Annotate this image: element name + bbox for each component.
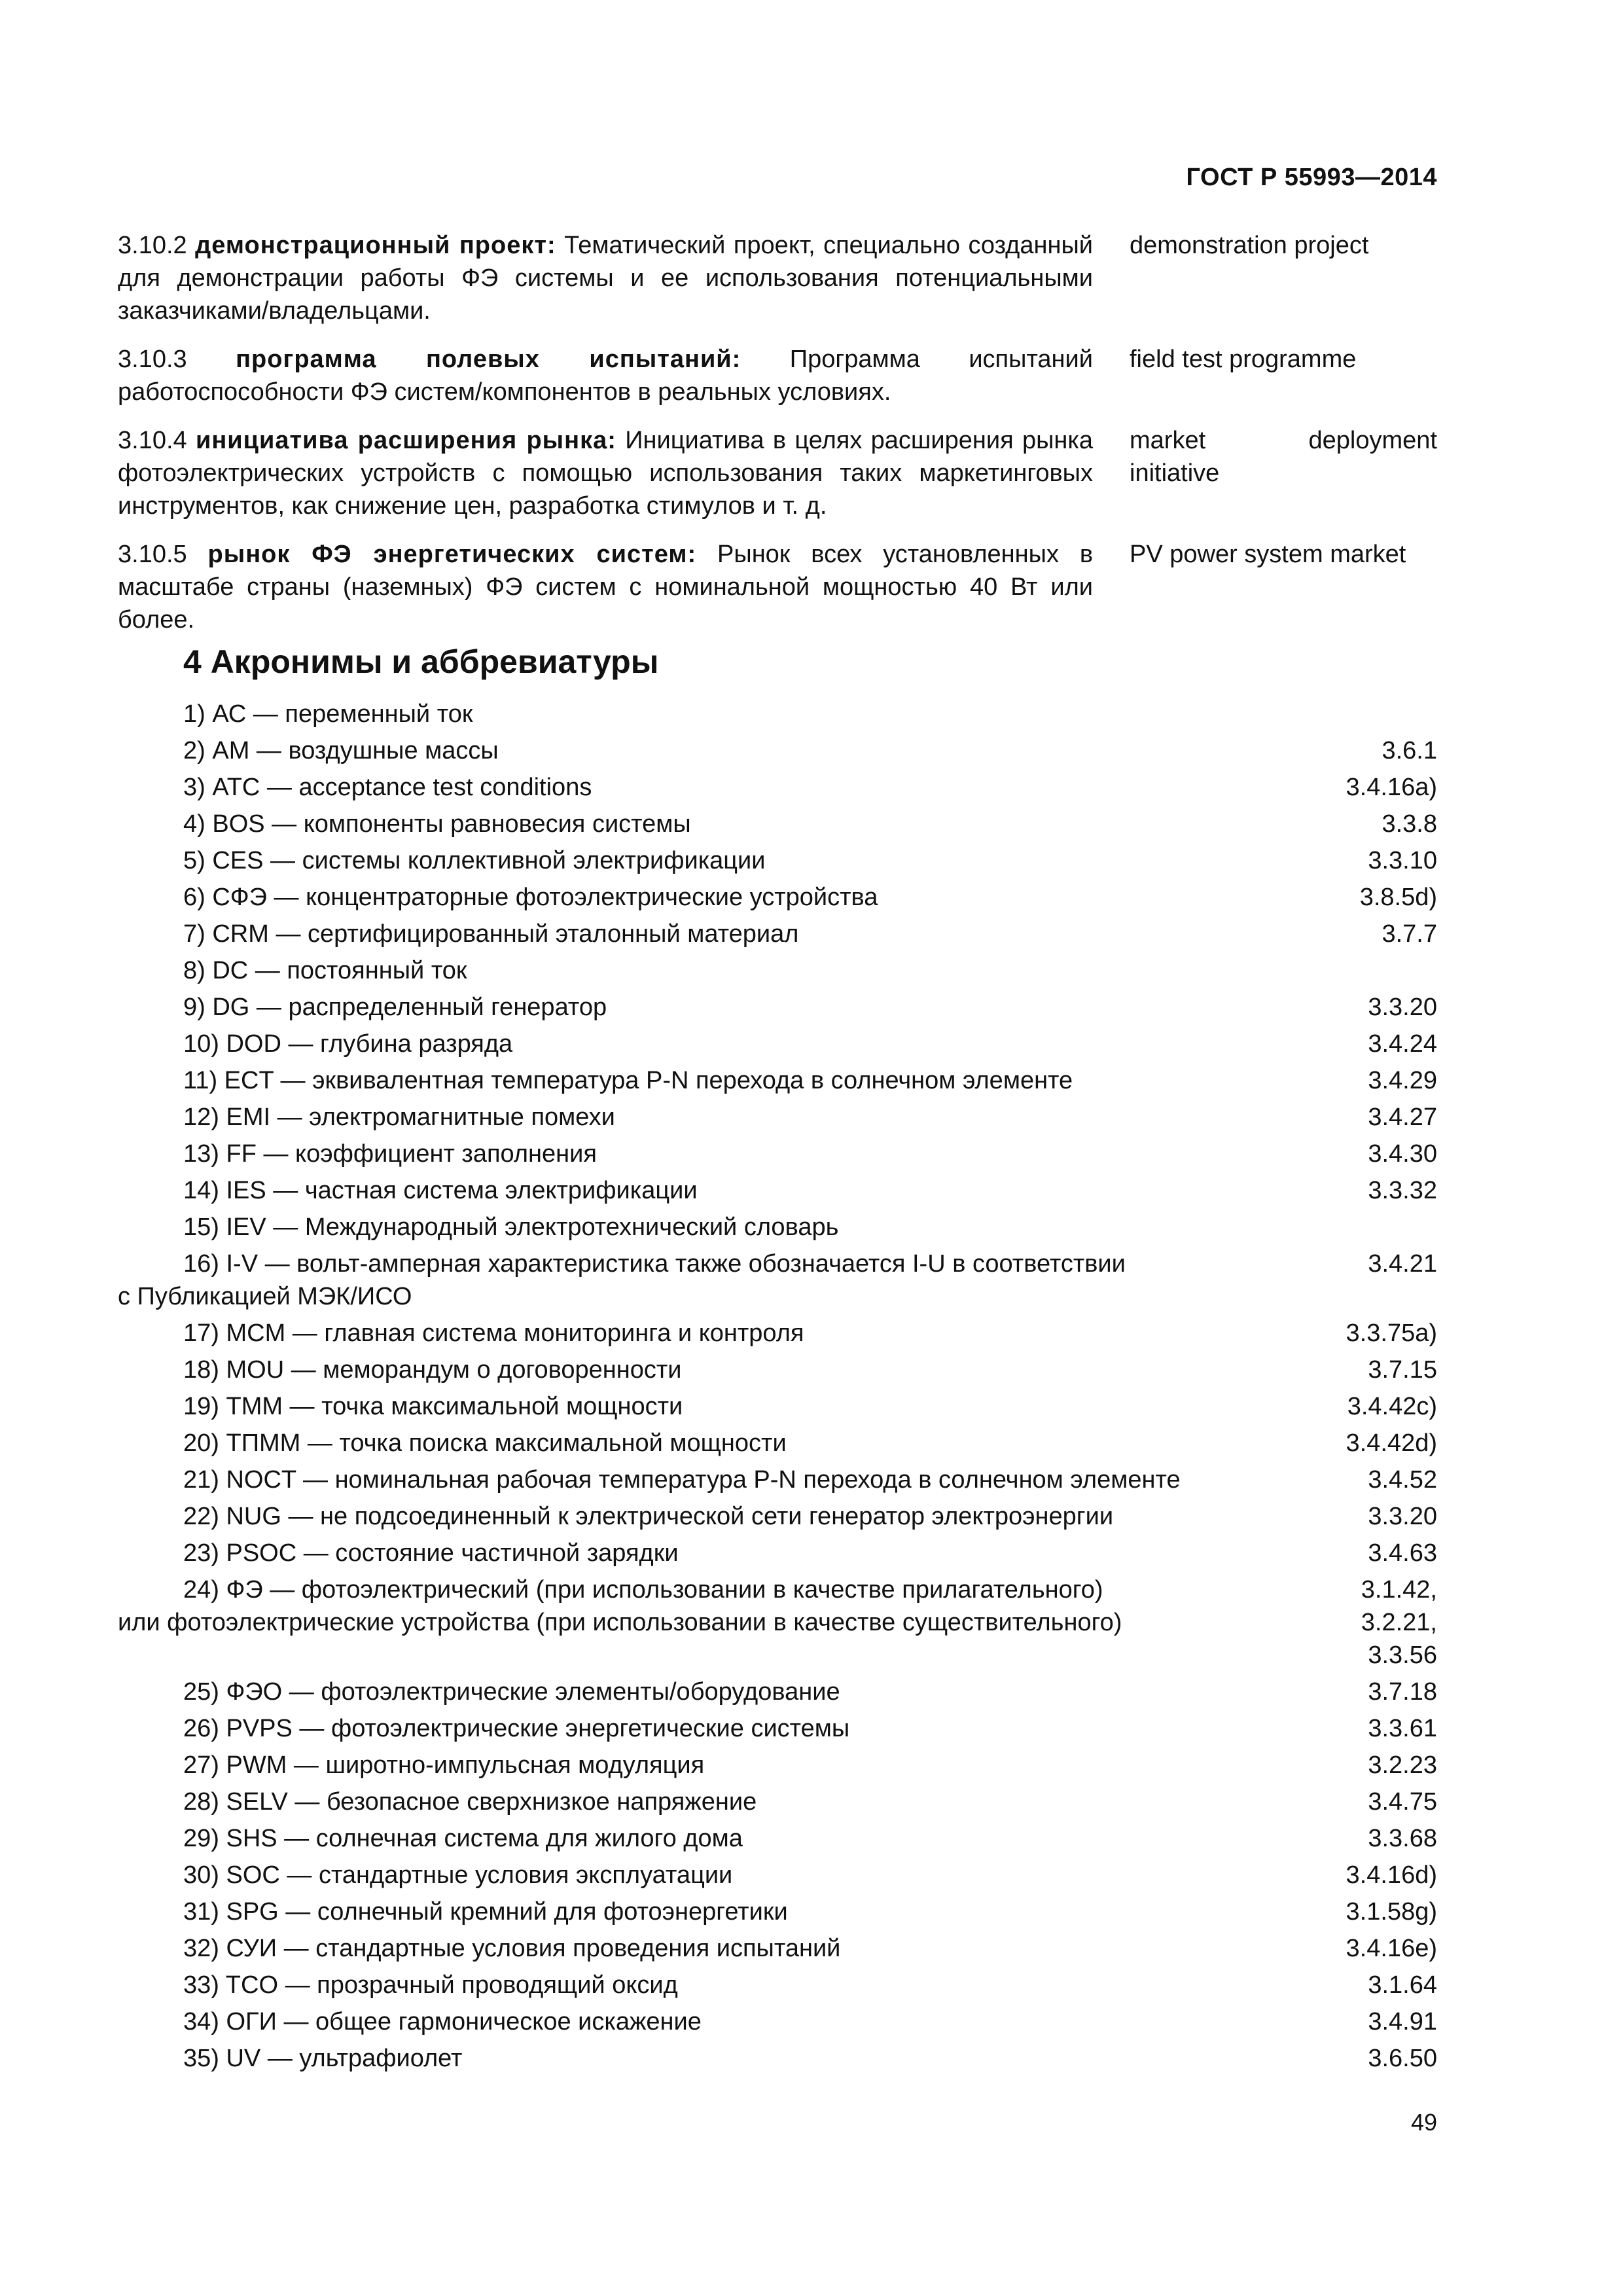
acronym-row — [118, 1676, 1437, 1708]
acronym-entry: 13) FF — коэффициент заполнения — [183, 1140, 597, 1168]
definition-row — [118, 424, 1437, 522]
acronym-row — [118, 1712, 1437, 1745]
acronym-row — [118, 1463, 1437, 1496]
acronym-row — [118, 1247, 1437, 1313]
definition-term: инициатива расширения рынка: — [195, 427, 616, 454]
acronym-list — [118, 698, 1437, 2079]
definition-row — [118, 343, 1437, 408]
acronym-entry: 30) SOC — стандартные условия эксплуатации — [183, 1861, 733, 1889]
acronym-row — [118, 1101, 1437, 1134]
acronym-entry: 31) SPG — солнечный кремний для фотоэнергетики — [183, 1898, 788, 1926]
acronym-entry: 26) PVPS — фотоэлектрические энергетические системы — [183, 1715, 850, 1742]
acronym-row — [118, 698, 1437, 730]
acronym-reference: 3.3.20 — [1368, 1503, 1437, 1530]
acronym-row — [118, 1895, 1437, 1928]
acronym-entry: 15) IEV — Международный электротехнический словарь — [183, 1213, 839, 1241]
acronym-reference: 3.8.5d) — [1359, 884, 1437, 911]
definition-row — [118, 229, 1437, 327]
acronym-row — [118, 1317, 1437, 1350]
acronym-entry: 34) ОГИ — общее гармоническое искажение — [183, 2008, 702, 2036]
acronym-reference: 3.1.64 — [1368, 1971, 1437, 1999]
acronym-entry: 21) NOCT — номинальная рабочая температура P-N перехода в солнечном элементе — [183, 1466, 1181, 1494]
acronym-row — [118, 2005, 1437, 2038]
acronym-row — [118, 1859, 1437, 1892]
acronym-reference: 3.3.20 — [1368, 994, 1437, 1021]
acronym-entry: 18) MOU — меморандум о договоренности — [183, 1356, 682, 1384]
acronym-reference: 3.1.42, 3.2.21, 3.3.56 — [1361, 1576, 1437, 1669]
acronym-row — [118, 1064, 1437, 1097]
definition-text — [118, 229, 1093, 327]
definition-number: 3.10.5 — [118, 541, 187, 568]
definition-number: 3.10.2 — [118, 232, 187, 259]
acronym-row — [118, 1749, 1437, 1782]
acronym-entry: 2) АМ — воздушные массы — [183, 737, 499, 764]
definition-text — [118, 424, 1093, 522]
acronym-row — [118, 881, 1437, 914]
acronym-entry: 4) BOS — компоненты равновесия системы — [183, 810, 691, 838]
acronym-entry: 29) SHS — солнечная система для жилого дома — [183, 1825, 743, 1852]
acronym-row — [118, 954, 1437, 987]
acronym-row — [118, 2042, 1437, 2075]
acronym-reference: 3.4.16d) — [1346, 1861, 1437, 1889]
document-id: ГОСТ Р 55993—2014 — [1186, 164, 1437, 191]
acronym-row — [118, 1174, 1437, 1207]
definition-english: demonstration project — [1130, 232, 1369, 259]
acronym-reference: 3.4.52 — [1368, 1466, 1437, 1494]
acronym-text-continued: или фотоэлектрические устройства (при использовании в качестве существительного) — [118, 1609, 1122, 1636]
definitions-block — [118, 229, 1437, 652]
definition-english: market deployment initiative — [1130, 427, 1437, 487]
acronym-entry: 28) SELV — безопасное сверхнизкое напряжение — [183, 1788, 757, 1816]
definition-text — [118, 538, 1093, 636]
definition-body: Тематический проект, специально созданный для демонстрации работы ФЭ системы и ее использования потенциальными заказчиками/владельцами. — [118, 232, 1093, 325]
acronym-reference: 3.4.29 — [1368, 1067, 1437, 1094]
acronym-entry: 6) СФЭ — концентраторные фотоэлектрические устройства — [183, 884, 878, 911]
definition-number: 3.10.3 — [118, 346, 187, 373]
acronym-row — [118, 734, 1437, 767]
acronym-row — [118, 1932, 1437, 1965]
acronym-reference: 3.4.21 — [1368, 1250, 1437, 1278]
acronym-reference: 3.4.30 — [1368, 1140, 1437, 1168]
acronym-reference: 3.3.8 — [1382, 810, 1437, 838]
acronym-row — [118, 1211, 1437, 1244]
acronym-reference: 3.6.50 — [1368, 2045, 1437, 2072]
acronym-entry: 17) MCM — главная система мониторинга и контроля — [183, 1319, 804, 1347]
acronym-row — [118, 1573, 1437, 1672]
acronym-row — [118, 1969, 1437, 2001]
section-heading: 4 Акронимы и аббревиатуры — [183, 643, 659, 680]
definition-row — [118, 538, 1437, 636]
acronym-reference: 3.4.16а) — [1346, 774, 1437, 801]
acronym-reference: 3.1.58g) — [1346, 1898, 1437, 1926]
acronym-row — [118, 808, 1437, 840]
acronym-reference: 3.4.27 — [1368, 1103, 1437, 1131]
acronym-reference: 3.3.75а) — [1346, 1319, 1437, 1347]
definition-english: PV power system market — [1130, 541, 1406, 568]
acronym-row — [118, 1537, 1437, 1570]
acronym-reference: 3.2.23 — [1368, 1751, 1437, 1779]
acronym-text: 24) ФЭ — фотоэлектрический (при использовании в качестве прилагательного) — [183, 1576, 1103, 1604]
acronym-row — [118, 1500, 1437, 1533]
acronym-entry: 25) ФЭО — фотоэлектрические элементы/оборудование — [183, 1678, 840, 1706]
acronym-row — [118, 844, 1437, 877]
acronym-reference: 3.3.61 — [1368, 1715, 1437, 1742]
definition-text — [118, 343, 1093, 408]
acronym-reference: 3.4.75 — [1368, 1788, 1437, 1816]
acronym-entry: 22) NUG — не подсоединенный к электрической сети генератор электроэнергии — [183, 1503, 1114, 1530]
acronym-entry: 1) АС — переменный ток — [183, 700, 473, 728]
acronym-row — [118, 1354, 1437, 1386]
definition-body: Программа испытаний работоспособности ФЭ систем/компонентов в реальных условиях. — [118, 346, 1093, 406]
acronym-reference: 3.4.63 — [1368, 1539, 1437, 1567]
acronym-reference: 3.3.32 — [1368, 1177, 1437, 1204]
acronym-reference: 3.4.42с) — [1347, 1393, 1437, 1420]
acronym-text-continued: с Публикацией МЭК/ИСО — [118, 1283, 412, 1310]
acronym-reference: 3.4.16е) — [1346, 1935, 1437, 1962]
acronym-row — [118, 1138, 1437, 1170]
acronym-reference: 3.6.1 — [1382, 737, 1437, 764]
acronym-entry: 23) PSOC — состояние частичной зарядки — [183, 1539, 679, 1567]
acronym-row — [118, 991, 1437, 1024]
definition-number: 3.10.4 — [118, 427, 187, 454]
acronym-text: 16) I-V — вольт-амперная характеристика также обозначается I-U в соответствии — [183, 1250, 1126, 1278]
acronym-entry: 20) ТПММ — точка поиска максимальной мощности — [183, 1429, 787, 1457]
acronym-entry: 10) DOD — глубина разряда — [183, 1030, 513, 1058]
acronym-reference: 3.3.68 — [1368, 1825, 1437, 1852]
acronym-entry: 12) EMI — электромагнитные помехи — [183, 1103, 615, 1131]
acronym-row — [118, 1427, 1437, 1460]
acronym-entry: 9) DG — распределенный генератор — [183, 994, 607, 1021]
acronym-entry: 11) ECT — эквивалентная температура P-N перехода в солнечном элементе — [183, 1067, 1073, 1094]
acronym-row — [118, 771, 1437, 804]
acronym-entry — [118, 1573, 1313, 1639]
acronym-reference: 3.4.91 — [1368, 2008, 1437, 2036]
definition-english: field test programme — [1130, 346, 1357, 373]
acronym-entry: 32) СУИ — стандартные условия проведения испытаний — [183, 1935, 841, 1962]
acronym-entry: 5) CES — системы коллективной электрификации — [183, 847, 766, 874]
acronym-reference: 3.4.42d) — [1346, 1429, 1437, 1457]
acronym-entry: 33) TCO — прозрачный проводящий оксид — [183, 1971, 678, 1999]
acronym-row — [118, 1822, 1437, 1855]
acronym-entry — [118, 1247, 1313, 1313]
acronym-entry: 7) CRM — сертифицированный эталонный материал — [183, 920, 799, 948]
acronym-entry: 8) DC — постоянный ток — [183, 957, 467, 984]
acronym-reference: 3.3.10 — [1368, 847, 1437, 874]
definition-body: Инициатива в целях расширения рынка фотоэлектрических устройств с помощью использования таких маркетинговых инструментов, как снижение цен, разработка стимулов и т. д. — [118, 427, 1094, 520]
definition-term: рынок ФЭ энергетических систем: — [207, 541, 697, 568]
acronym-reference: 3.7.18 — [1368, 1678, 1437, 1706]
acronym-entry: 14) IES — частная система электрификации — [183, 1177, 698, 1204]
acronym-reference: 3.7.15 — [1368, 1356, 1437, 1384]
acronym-row — [118, 918, 1437, 950]
acronym-reference: 3.7.7 — [1382, 920, 1437, 948]
acronym-row — [118, 1028, 1437, 1060]
acronym-row — [118, 1785, 1437, 1818]
definition-term: программа полевых испытаний: — [236, 346, 741, 373]
acronym-entry: 35) UV — ультрафиолет — [183, 2045, 463, 2072]
acronym-entry: 3) АТС — acceptance test conditions — [183, 774, 592, 801]
page-number: 49 — [1410, 2109, 1437, 2136]
definition-body: Рынок всех установленных в масштабе страны (наземных) ФЭ систем с номинальной мощностью 40 Вт или более. — [118, 541, 1093, 634]
acronym-reference: 3.4.24 — [1368, 1030, 1437, 1058]
acronym-entry: 27) PWM — широтно-импульсная модуляция — [183, 1751, 705, 1779]
acronym-row — [118, 1390, 1437, 1423]
acronym-entry: 19) ТММ — точка максимальной мощности — [183, 1393, 683, 1420]
definition-term: демонстрационный проект: — [195, 232, 556, 259]
